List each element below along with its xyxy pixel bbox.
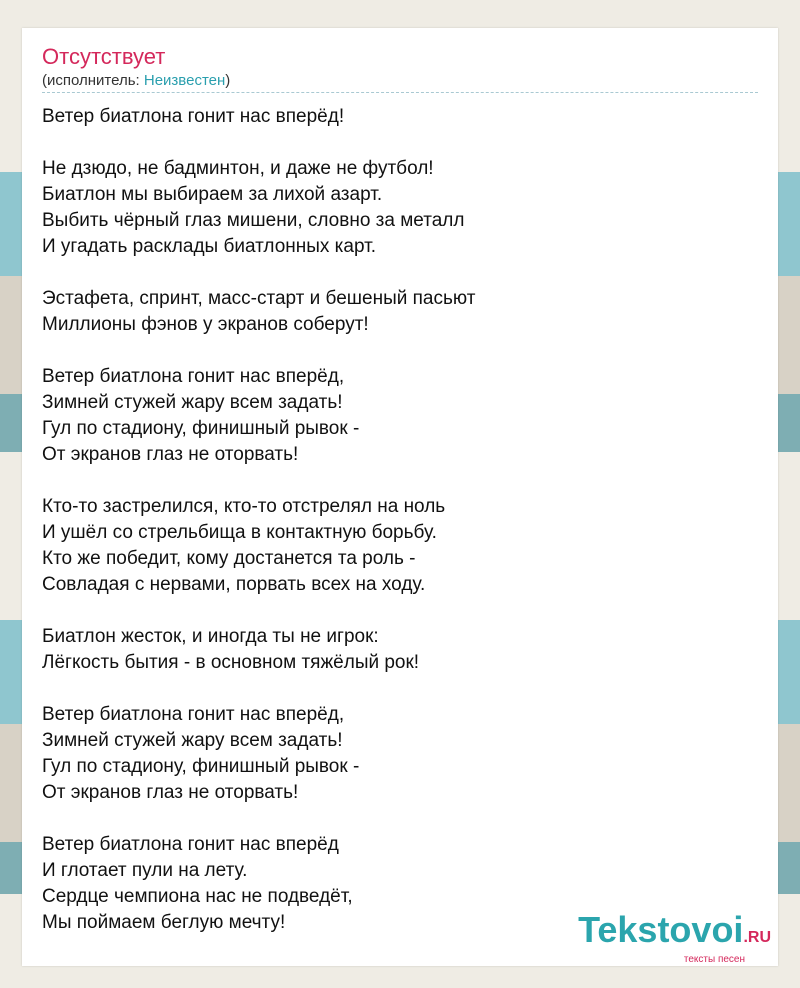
lyric-line: Биатлон мы выбираем за лихой азарт. (42, 184, 383, 205)
lyric-line: Зимней стужей жару всем задать! (42, 730, 343, 751)
lyric-line: И глотает пули на лету. (42, 860, 248, 881)
lyric-line: Кто-то застрелился, кто-то отстрелял на ноль (42, 496, 446, 517)
site-logo[interactable] (578, 909, 771, 965)
lyric-line: Не дзюдо, не бадминтон, и даже не футбол! (42, 158, 434, 179)
lyric-line: Мы поймаем беглую мечту! (42, 912, 286, 933)
lyric-line: Гул по стадиону, финишный рывок - (42, 756, 360, 777)
lyric-line: Совладая с нервами, порвать всех на ходу. (42, 574, 426, 595)
artist-suffix: ) (225, 72, 231, 89)
lyric-line: Ветер биатлона гонит нас вперёд (42, 834, 339, 855)
lyric-line: От экранов глаз не оторвать! (42, 782, 299, 803)
stanza-break (42, 130, 758, 156)
lyric-line: Кто же победит, кому достанется та роль - (42, 548, 416, 569)
logo-wordmark: Tekstovoi (578, 909, 744, 950)
lyric-line: Ветер биатлона гонит нас вперёд, (42, 704, 345, 725)
stanza-break (42, 338, 758, 364)
title-divider (42, 92, 758, 93)
stanza-break (42, 598, 758, 624)
stanza-break (42, 468, 758, 494)
lyrics-card (22, 28, 778, 966)
lyric-line: От экранов глаз не оторвать! (42, 444, 299, 465)
lyric-line: Зимней стужей жару всем задать! (42, 392, 343, 413)
logo-tld: .RU (743, 929, 771, 946)
lyric-line: Миллионы фэнов у экранов соберут! (42, 314, 369, 335)
lyric-line: Ветер биатлона гонит нас вперёд! (42, 106, 345, 127)
stanza-break (42, 676, 758, 702)
lyric-line: Ветер биатлона гонит нас вперёд, (42, 366, 345, 387)
lyric-line: Биатлон жесток, и иногда ты не игрок: (42, 626, 379, 647)
lyric-line: Гул по стадиону, финишный рывок - (42, 418, 360, 439)
stanza-break (42, 260, 758, 286)
artist-prefix: (исполнитель: (42, 72, 144, 89)
lyric-line: Лёгкость бытия - в основном тяжёлый рок! (42, 652, 420, 673)
artist-line (42, 72, 230, 90)
logo-tagline: тексты песен (683, 954, 745, 965)
lyric-line: Сердце чемпиона нас не подведёт, (42, 886, 353, 907)
lyric-line: Эстафета, спринт, масс-старт и бешеный пасьют (42, 288, 476, 309)
lyric-line: И угадать расклады биатлонных карт. (42, 236, 377, 257)
lyric-line: И ушёл со стрельбища в контактную борьбу. (42, 522, 437, 543)
stanza-break (42, 806, 758, 832)
artist-link[interactable]: Неизвестен (143, 72, 226, 89)
lyric-line: Выбить чёрный глаз мишени, словно за металл (42, 210, 465, 231)
lyrics-body (42, 104, 758, 936)
song-title: Отсутствует (42, 44, 166, 69)
